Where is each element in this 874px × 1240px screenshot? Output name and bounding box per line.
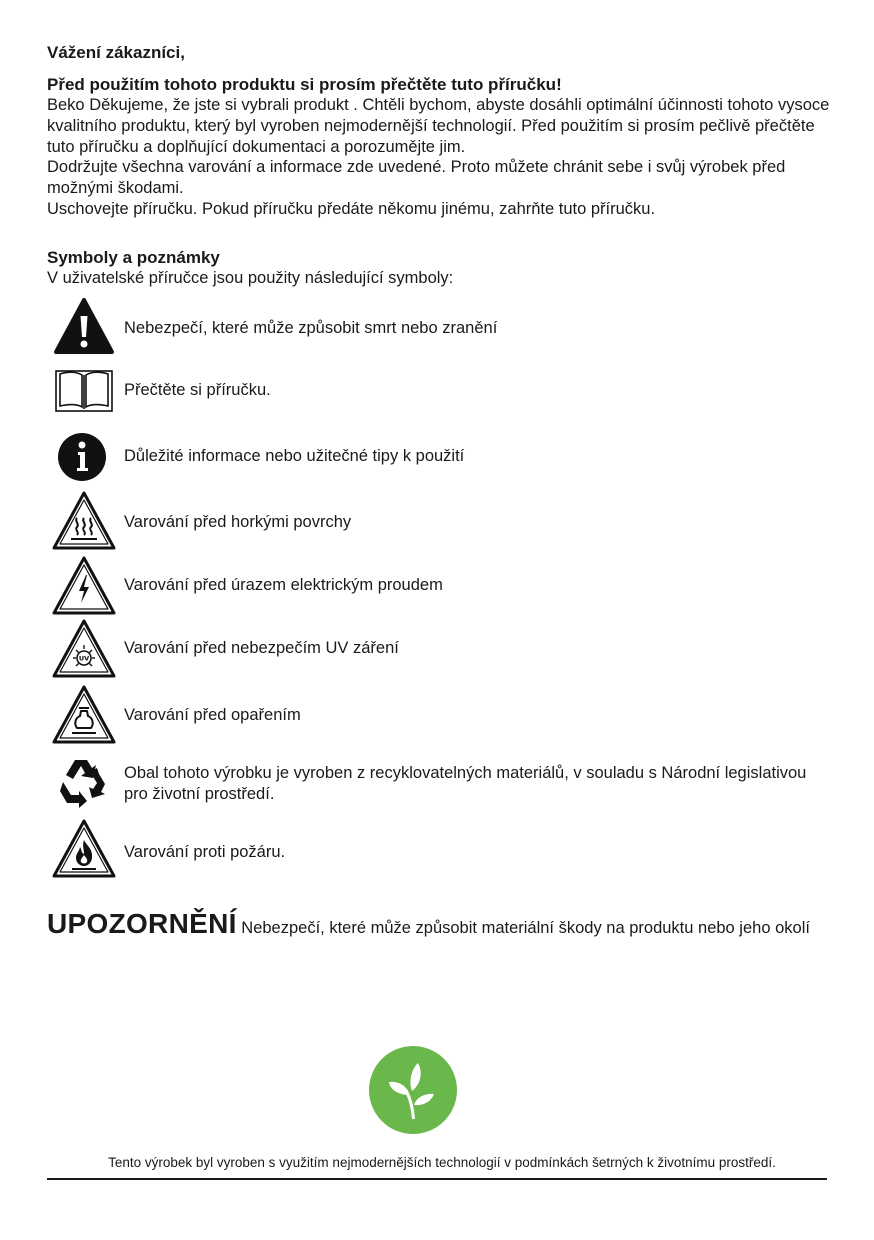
danger-exclamation-icon	[51, 296, 117, 360]
symbol-text: Varování před opařením	[124, 706, 301, 724]
footer-divider	[47, 1178, 827, 1180]
symbol-text: Varování před horkými povrchy	[124, 513, 352, 531]
info-icon	[51, 426, 117, 490]
symbol-row	[51, 684, 831, 748]
symbol-row	[51, 490, 831, 554]
read-manual-heading: Před použitím tohoto produktu si prosím přečtěte tuto příručku!	[47, 75, 562, 94]
intro-paragraph: Dodržujte všechna varování a informace zde uvedené. Proto můžete chránit sebe i svůj výrobek před možnými škodami.	[47, 158, 786, 198]
symbol-text: Varování proti požáru.	[124, 843, 286, 861]
symbol-text: Přečtěte si příručku.	[124, 381, 271, 399]
symbol-row	[51, 426, 831, 490]
scalding-warning-icon	[51, 684, 117, 748]
symbol-row	[51, 360, 831, 424]
notice-block	[47, 908, 837, 939]
svg-text:UV: UV	[78, 654, 90, 663]
notice-text: Nebezpečí, které může způsobit materiální škody na produktu nebo jeho okolí	[241, 919, 810, 937]
symbols-heading: Symboly a poznámky	[47, 248, 220, 267]
intro-text	[47, 95, 837, 220]
notice-title: UPOZORNĚNÍ	[47, 908, 237, 939]
symbol-text: Varování před úrazem elektrickým proudem	[124, 576, 443, 594]
symbol-text: Obal tohoto výrobku je vyroben z recyklovatelných materiálů, v souladu s Národní legislativou pro životní prostředí.	[124, 764, 807, 803]
symbol-row	[51, 750, 831, 814]
symbol-text: Nebezpečí, které může způsobit smrt nebo zranění	[124, 319, 498, 337]
symbol-text: Varování před nebezpečím UV záření	[124, 639, 399, 657]
greeting-heading: Vážení zákazníci,	[47, 43, 185, 62]
intro-paragraph: Beko Děkujeme, že jste si vybrali produkt . Chtěli bychom, abyste dosáhli optimální účinnosti tohoto vysoce kvalitního produktu, který byl vyroben nejmodernější technologií. Před použitím si prosím pečlivě přečtěte tuto příručku a doplňující dokumentaci a porozumějte jim.	[47, 96, 830, 156]
fire-warning-icon	[51, 818, 117, 882]
eco-statement: Tento výrobek byl vyroben s využitím nejmodernějších technologií v podmínkách šetrných k životnímu prostředí.	[108, 1155, 776, 1170]
symbol-row	[51, 555, 831, 619]
electric-shock-warning-icon	[51, 555, 117, 619]
recycling-icon	[51, 750, 117, 814]
intro-paragraph: Uschovejte příručku. Pokud příručku předáte někomu jinému, zahrňte tuto příručku.	[47, 199, 656, 218]
symbol-row	[51, 618, 831, 682]
symbol-row	[51, 296, 831, 360]
eco-leaf-icon	[368, 1045, 458, 1135]
symbol-row	[51, 818, 831, 882]
symbol-text: Důležité informace nebo užitečné tipy k použití	[124, 447, 465, 465]
uv-radiation-warning-icon	[51, 618, 117, 682]
read-manual-book-icon	[51, 360, 117, 424]
symbols-intro: V uživatelské příručce jsou použity následující symboly:	[47, 269, 454, 287]
hot-surface-warning-icon	[51, 490, 117, 554]
